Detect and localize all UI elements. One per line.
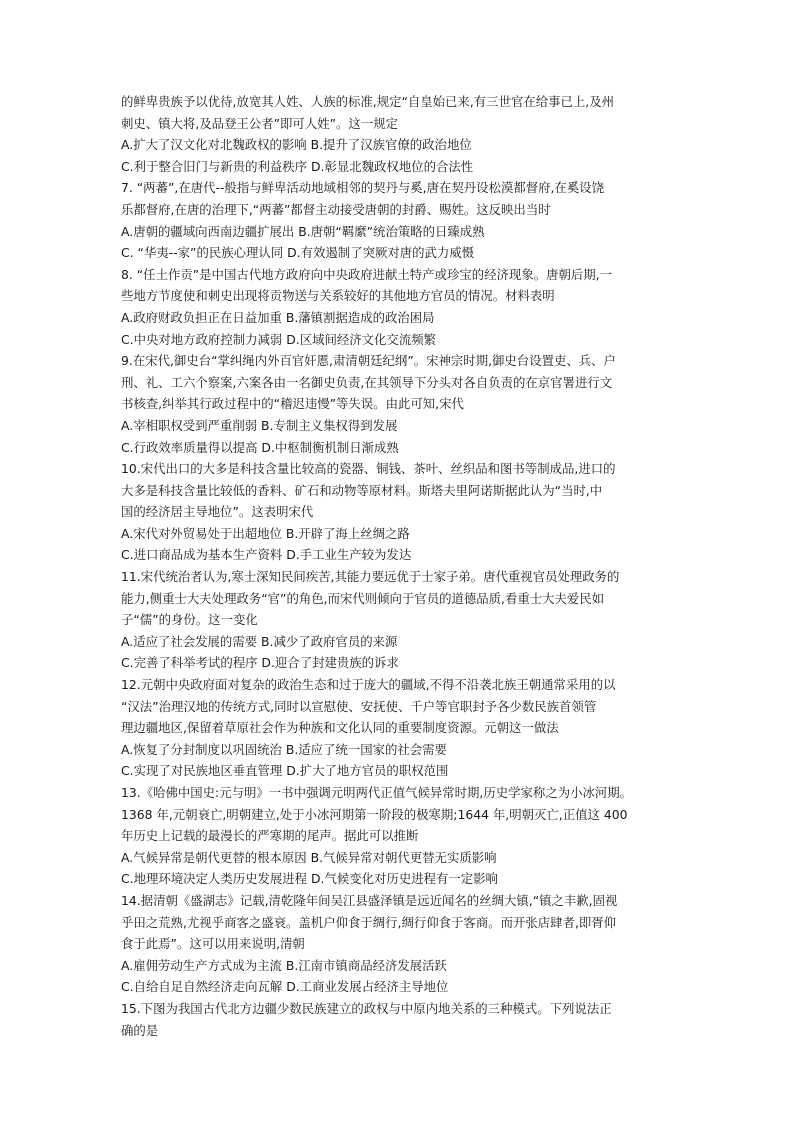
text-line: 乐都督府,在唐的治理下,“两蕃”都督主动接受唐朝的封爵、赐姓。这反映出当时 (121, 201, 551, 217)
option-line: C.进口商品成为基本生产资料 D.手工业生产较为发达 (121, 547, 412, 563)
option-line: C.地理环境决定人类历史发展进程 D.气候变化对历史进程有一定影响 (121, 871, 498, 887)
question-13-line: 13.《哈佛中国史:元与明》一书中强调元明两代正值气候异常时期,历史学家称之为小冰河期。 (121, 785, 633, 800)
text-line: 理边疆地区,保留着草原社会作为种族和文化认同的重要制度资源。元朝这一做法 (121, 720, 559, 736)
question-9-line: 9.在宋代,御史台“掌纠绳内外百官奸慝,肃清朝廷纪纲”。宋神宗时期,御史台设置吏、兵、户 (121, 353, 616, 369)
option-line: A.政府财政负担正在日益加重 B.藩镇割据造成的政治困局 (121, 309, 435, 325)
text-line: 国的经济居主导地位”。这表明宋代 (121, 504, 314, 520)
text-line: 食于此焉”。这可以用来说明,清朝 (121, 936, 305, 952)
text-line: 大多是科技含量比较低的香料、矿石和动物等原材料。斯塔夫里阿诺斯据此认为“当时,中 (121, 482, 603, 498)
option-line: C.实现了对民族地区垂直管理 D.扩大了地方官员的职权范围 (121, 763, 449, 779)
question-8-line: 8. “任土作贡”是中国古代地方政府向中央政府进献土特产或珍宝的经济现象。唐朝后期,一 (121, 266, 612, 282)
option-line: C.完善了科举考试的程序 D.迎合了封建贵族的诉求 (121, 655, 399, 671)
option-line: A.气候异常是朝代更替的根本原因 B.气候异常对朝代更替无实质影响 (121, 849, 497, 865)
question-14-line: 14.据清朝《盛湖志》记载,清乾隆年间吴江县盛泽镇是远近闻名的丝绸大镇,“镇之丰歉,固视 (121, 892, 618, 908)
option-line: C.行政效率质量得以提高 D.中枢制衡机制日渐成熟 (121, 439, 399, 455)
text-line: 年历史上记载的最漫长的严寒期的尾声。据此可以推断 (121, 828, 419, 844)
text-line: 1368 年,元朝衰亡,明朝建立,处于小冰河期第一阶段的极寒期;1644 年,明朝灭亡,正值这 400 (121, 806, 628, 822)
text-line: 的鲜卑贵族予以优待,放宽其人姓、人族的标准,规定“自皇始已来,有三世官在给事已上,及州 (121, 94, 615, 109)
option-line: A.恢复了分封制度以巩固统治 B.适应了统一国家的社会需要 (121, 741, 447, 757)
option-line: A.宰相职权受到严重削弱 B.专制主义集权得到发展 (121, 417, 398, 433)
text-line: 子“儒”的身份。这一变化 (121, 612, 258, 628)
text-line: “汉法”治理汉地的传统方式,同时以宣慰使、安抚使、千户等官职封予各少数民族首领管 (121, 698, 597, 714)
option-line: A.宋代对外贸易处于出超地位 B.开辟了海上丝绸之路 (121, 525, 410, 541)
option-line: C.中央对地方政府控制力减弱 D.区域间经济文化交流频繁 (121, 331, 436, 347)
text-line: 些地方节度使和刺史出现将贡物送与关系较好的其他地方官员的情况。材料表明 (121, 288, 555, 304)
question-11-line: 11.宋代统治者认为,寒士深知民间疾苦,其能力要远优于士家子弟。唐代重视官员处理政务的 (121, 569, 620, 585)
option-line: A.唐朝的疆域向西南边疆扩展出 B.唐朝“羁縻”统治策略的日臻成熟 (121, 223, 485, 239)
text-line: 确的是 (121, 1022, 159, 1038)
question-12-line: 12.元朝中央政府面对复杂的政治生态和过于庞大的疆域,不得不沿袭北族王朝通常采用的以 (121, 677, 616, 693)
option-line: A.适应了社会发展的需要 B.减少了政府官员的来源 (121, 633, 398, 649)
text-line: 乎田之荒熟,尤视乎商客之盛衰。盖机户仰食于绸行,绸行仰食于客商。而开张店肆者,即胥仰 (121, 914, 617, 930)
question-10-line: 10.宋代出口的大多是科技含量比较高的瓷器、铜钱、茶叶、丝织品和图书等制成品,进口的 (121, 461, 616, 477)
question-15-line: 15.下图为我国古代北方边疆少数民族建立的政权与中原内地关系的三种模式。下列说法正 (121, 1000, 612, 1016)
text-line: 刺史、镇大将,及品登王公者”即可人姓”。这一规定 (121, 115, 398, 131)
option-line: A.扩大了汉文化对北魏政权的影响 B.提升了汉族官僚的政治地位 (121, 137, 472, 153)
option-line: C.自给自足自然经济走向瓦解 D.工商业发展占经济主导地位 (121, 979, 449, 995)
option-line: A.雇佣劳动生产方式成为主流 B.江南市镇商品经济发展活跃 (121, 957, 447, 973)
text-line: 能力,侧重士大夫处理政务“官”的角色,而宋代则倾向于官员的道德品质,看重士大夫爱民如 (121, 590, 605, 606)
option-line: C.利于整合旧门与新贵的利益秩序 D.彰显北魏政权地位的合法性 (121, 158, 474, 174)
option-line: C. “华夷--家”的民族心理认同 D.有效遏制了突厥对唐的武力威慑 (121, 245, 475, 261)
text-line: 刑、礼、工六个察案,六案各由一名御史负责,在其领导下分头对各自负责的在京官署进行文 (121, 374, 613, 390)
question-7-line: 7. “两蕃”,在唐代--般指与鲜卑活动地域相邻的契丹与奚,唐在契丹设松漠都督府,在奚设饶 (121, 180, 605, 196)
text-line: 书核查,纠举其行政过程中的“稽迟违慢”等失误。由此可知,宋代 (121, 396, 464, 412)
